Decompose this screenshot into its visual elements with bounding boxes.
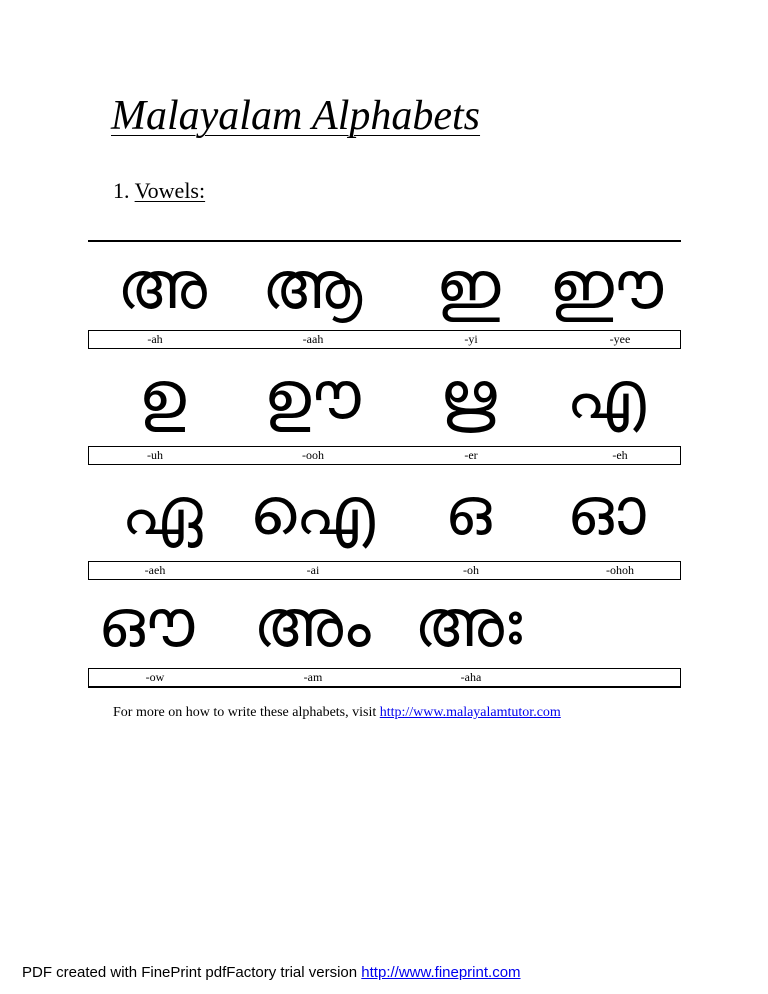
glyph-row: [88, 584, 681, 664]
table-top-rule: [88, 240, 681, 242]
vowel-glyph: ഔ: [97, 585, 195, 662]
fineprint-link[interactable]: http://www.fineprint.com: [361, 964, 521, 981]
transliteration-label: -ow: [145, 670, 165, 684]
glyph-row: [88, 472, 681, 552]
transliteration-label: -ohoh: [606, 563, 634, 577]
reference-note: [113, 705, 561, 721]
transliteration-label: -er: [464, 448, 478, 462]
transliteration-label: -yee: [609, 332, 631, 346]
vowel-glyph: അഃ: [414, 585, 522, 662]
transliteration-label: -yi: [464, 332, 478, 346]
vowel-glyph: ഓ: [566, 473, 646, 550]
vowel-glyph: അം: [253, 585, 371, 662]
reference-note-text: For more on how to write these alphabets, visit: [113, 705, 380, 720]
label-row: [88, 668, 681, 688]
transliteration-label: -ai: [306, 563, 320, 577]
vowel-glyph: ഒ: [444, 473, 492, 550]
pdf-footer-text: PDF created with FinePrint pdfFactory trial version: [22, 964, 362, 981]
transliteration-label: -aah: [302, 332, 324, 346]
glyph-row: [88, 356, 681, 436]
label-row: [88, 446, 681, 465]
transliteration-label: -am: [303, 670, 323, 684]
label-row: [88, 561, 681, 580]
transliteration-label: -oh: [463, 563, 479, 577]
vowel-glyph: ഊ: [263, 357, 361, 434]
section-heading: [113, 178, 205, 204]
pdf-footer: [22, 964, 521, 981]
vowel-glyph: ഉ: [138, 357, 186, 434]
vowel-glyph: അ: [117, 247, 207, 324]
glyph-row: [88, 246, 681, 326]
vowel-glyph: ഇ: [435, 247, 501, 324]
section-label: Vowels:: [134, 178, 206, 203]
label-row: [88, 330, 681, 349]
transliteration-label: -aha: [460, 670, 482, 684]
vowel-glyph: എ: [566, 357, 646, 434]
vowel-glyph: ഐ: [249, 473, 375, 550]
transliteration-label: -uh: [147, 448, 163, 462]
transliteration-label: -ooh: [302, 448, 324, 462]
vowel-glyph: [532, 584, 680, 664]
malayalamtutor-link[interactable]: http://www.malayalamtutor.com: [379, 705, 561, 720]
vowel-glyph: ഈ: [548, 247, 664, 324]
transliteration-label: -aeh: [144, 563, 166, 577]
section-number: 1.: [113, 178, 130, 203]
page-title: Malayalam Alphabets: [111, 93, 481, 139]
vowel-glyph: ഏ: [121, 473, 203, 550]
transliteration-label: -eh: [612, 448, 628, 462]
vowel-glyph: ആ: [261, 247, 363, 324]
transliteration-label: -ah: [147, 332, 163, 346]
vowel-glyph: ഋ: [439, 357, 497, 434]
